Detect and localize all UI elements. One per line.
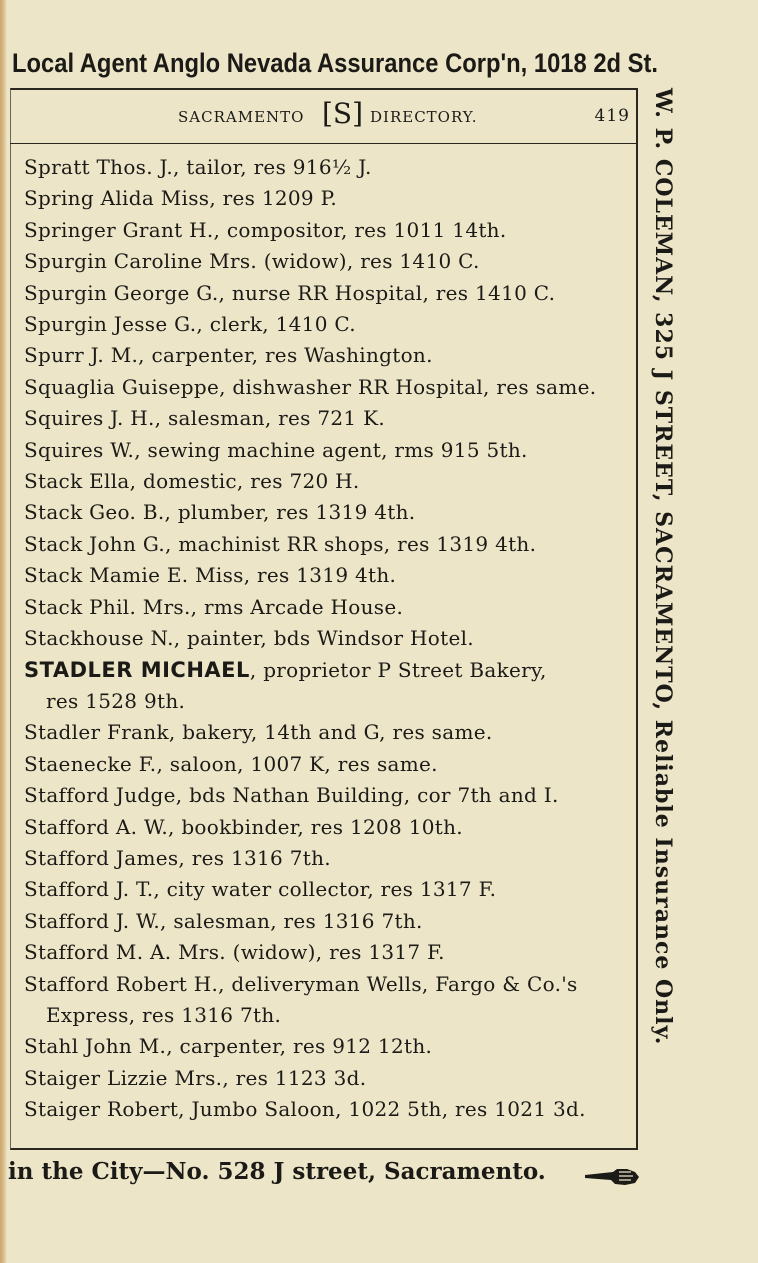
entry-text: Stafford Judge, bds Nathan Building, cor 7th and I. xyxy=(24,783,559,808)
list-item xyxy=(24,215,636,246)
list-item xyxy=(24,874,636,905)
entry-text: Stafford J. W., salesman, res 1316 7th. xyxy=(24,908,423,933)
entry-text: Stack Geo. B., plumber, res 1319 4th. xyxy=(24,500,416,525)
entry-text: Stafford Robert H., deliveryman Wells, Fargo & Co.'s xyxy=(24,971,578,996)
entry-text: Squires J. H., salesman, res 721 K. xyxy=(24,406,386,431)
running-header xyxy=(10,96,638,140)
list-item xyxy=(24,592,636,623)
entry-text: Spring Alida Miss, res 1209 P. xyxy=(24,186,337,211)
header-directory: DIRECTORY. xyxy=(370,108,478,126)
entry-text: Spurgin Caroline Mrs. (widow), res 1410 C. xyxy=(24,249,480,274)
bottom-advertisement-banner: in the City—No. 528 J street, Sacramento. xyxy=(8,1158,546,1185)
list-item xyxy=(24,372,636,403)
list-item xyxy=(24,812,636,843)
list-item xyxy=(24,529,636,560)
side-advertisement-text: W. P. COLEMAN, 325 J STREET, SACRAMENTO, Reliable Insurance Only. xyxy=(650,88,676,1046)
list-item-continuation xyxy=(24,686,636,717)
pointing-hand-icon xyxy=(583,1163,641,1189)
entry-text: res 1528 9th. xyxy=(46,688,186,713)
entry-text: Squaglia Guiseppe, dishwasher RR Hospital, res same. xyxy=(24,374,597,399)
directory-entries xyxy=(24,152,636,1126)
entry-text: Stafford M. A. Mrs. (widow), res 1317 F. xyxy=(24,940,445,965)
entry-text: Stafford A. W., bookbinder, res 1208 10th. xyxy=(24,814,463,839)
list-item xyxy=(24,403,636,434)
entry-text: Spratt Thos. J., tailor, res 916½ J. xyxy=(24,155,372,179)
entry-text: Stafford James, res 1316 7th. xyxy=(24,845,331,870)
list-item xyxy=(24,780,636,811)
header-section-letter: [S] xyxy=(322,97,364,130)
list-item xyxy=(24,466,636,497)
entry-text: , proprietor P Street Bakery, xyxy=(249,657,547,682)
book-spine-edge xyxy=(0,0,7,1263)
list-item xyxy=(24,749,636,780)
list-item xyxy=(24,717,636,748)
entry-text: Stack Mamie E. Miss, res 1319 4th. xyxy=(24,563,397,588)
side-advertisement xyxy=(650,88,690,1158)
list-item xyxy=(24,497,636,528)
entry-text: Stack Phil. Mrs., rms Arcade House. xyxy=(24,594,404,619)
top-advertisement-banner: Local Agent Anglo Nevada Assurance Corp'n, 1018 2d St. xyxy=(12,48,659,78)
list-item xyxy=(24,655,636,686)
entry-text: Spurgin George G., nurse RR Hospital, res 1410 C. xyxy=(24,280,556,305)
list-item xyxy=(24,183,636,214)
list-item xyxy=(24,278,636,309)
header-city: SACRAMENTO xyxy=(178,108,305,126)
list-item xyxy=(24,623,636,654)
entry-text: Spurr J. M., carpenter, res Washington. xyxy=(24,343,433,368)
list-item xyxy=(24,246,636,277)
entry-text: Stadler Frank, bakery, 14th and G, res same. xyxy=(24,720,493,745)
header-rule xyxy=(10,143,638,144)
entry-text: Stack Ella, domestic, res 720 H. xyxy=(24,469,360,494)
list-item xyxy=(24,937,636,968)
list-item xyxy=(24,969,636,1000)
list-item-continuation xyxy=(24,1000,636,1031)
entry-text: Staiger Robert, Jumbo Saloon, 1022 5th, res 1021 3d. xyxy=(24,1097,586,1122)
entry-text: Staenecke F., saloon, 1007 K, res same. xyxy=(24,751,438,776)
entry-text: Stafford J. T., city water collector, res 1317 F. xyxy=(24,877,497,902)
list-item xyxy=(24,906,636,937)
entry-text: Staiger Lizzie Mrs., res 1123 3d. xyxy=(24,1065,367,1090)
entry-text: Express, res 1316 7th. xyxy=(46,1002,282,1027)
list-item xyxy=(24,435,636,466)
list-item xyxy=(24,560,636,591)
entry-text: Stack John G., machinist RR shops, res 1319 4th. xyxy=(24,531,537,556)
page-number: 419 xyxy=(594,106,630,126)
entry-text: Squires W., sewing machine agent, rms 915 5th. xyxy=(24,437,528,462)
entry-text: Spurgin Jesse G., clerk, 1410 C. xyxy=(24,312,356,337)
entry-name-bold: STADLER MICHAEL xyxy=(24,657,250,682)
list-item xyxy=(24,843,636,874)
list-item xyxy=(24,152,636,183)
list-item xyxy=(24,340,636,371)
list-item xyxy=(24,1063,636,1094)
entry-text: Stahl John M., carpenter, res 912 12th. xyxy=(24,1034,433,1059)
list-item xyxy=(24,1094,636,1125)
entry-text: Stackhouse N., painter, bds Windsor Hotel. xyxy=(24,626,474,651)
entry-text: Springer Grant H., compositor, res 1011 14th. xyxy=(24,217,507,242)
list-item xyxy=(24,1031,636,1062)
list-item xyxy=(24,309,636,340)
